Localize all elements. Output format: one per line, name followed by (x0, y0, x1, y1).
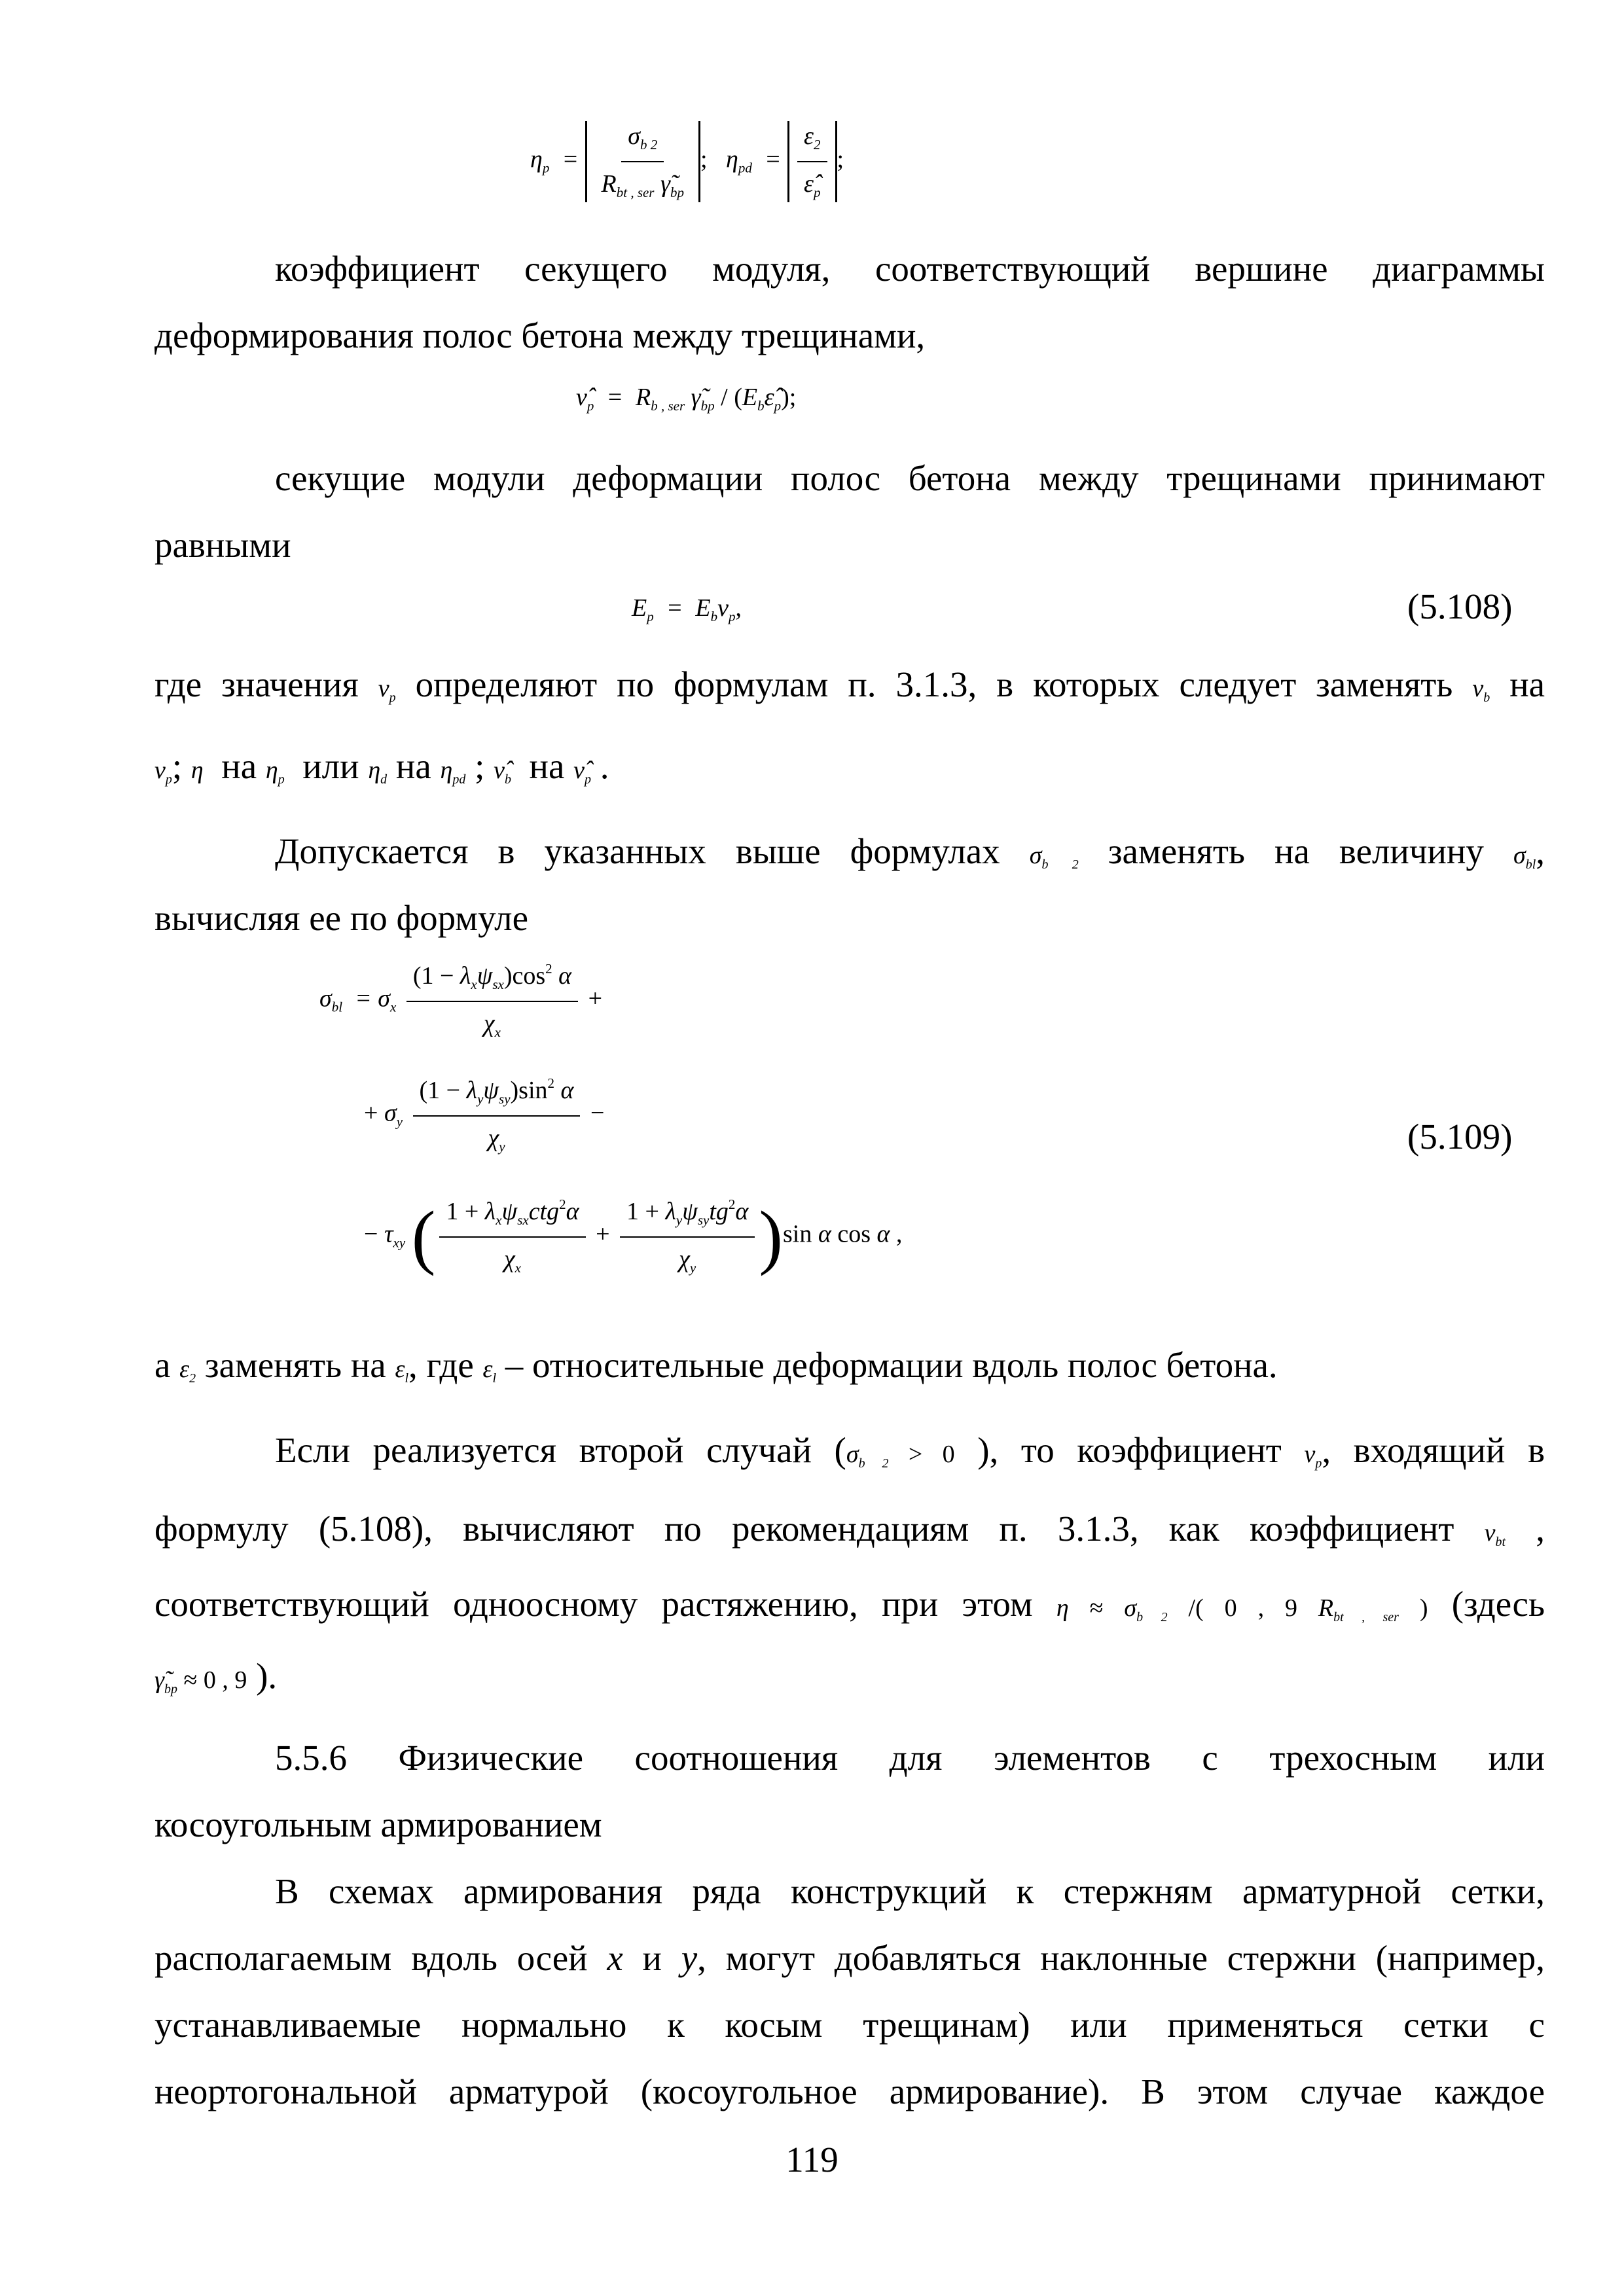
formula-5-109-line-3: − $\tau_{xy}$ ( $\frac{1 + \lambda_x\psi_{sx}ctg^2\alpha}{\chi_x}$ + $\frac{1 + \lambda_y\psi_{sy}tg^2\alpha}{\chi_y}$ )sin α cos α , (364, 1196, 903, 1276)
section-heading-5-5-6-cont: косоугольным армированием (154, 1804, 602, 1844)
paragraph-reinforcement-cont-3: неортогональной арматурой (косоугольное армирование). В этом случае каждое (154, 2072, 1545, 2111)
equation-number-5-109: (5.109) (1407, 1117, 1513, 1157)
paragraph-where-values-cont: $\nu_p$; η на $\eta_p$ или $\eta_d$ на $\eta_{pd}$ ; $\nû_b$ на $\nû_p$ . (154, 746, 609, 787)
paragraph-where-values: где значения $\nu_p$ определяют по формулам п. 3.1.3, в которых следует заменять $\nu_b$ на (154, 664, 1545, 705)
page-number: 119 (785, 2140, 839, 2179)
paragraph-reinforcement-cont-1: располагаемым вдоль осей x и y, могут добавляться наклонные стержни (например, (154, 1938, 1545, 1978)
paragraph-secant-moduli: секущие модули деформации полос бетона между трещинами принимают (275, 458, 1545, 498)
paragraph-second-case-cont-2: соответствующий одноосному растяжению, при этом $\eta \approx \sigma_{b 2}$ /( 0 , 9 $R_{bt , ser}$ ) (здесь (154, 1584, 1545, 1624)
formula-5-109-line-1: $\sigma_{bl} = \sigma_x$ $\frac{(1 - \lambda_x\psi_{sx})\cos^2 \alpha}{\chi_x}$ + (319, 961, 603, 1040)
section-heading-5-5-6: 5.5.6 Физические соотношения для элементов с трехосным или (275, 1738, 1545, 1778)
paragraph-reinforcement-cont-2: устанавливаемые нормально к косым трещинам) или применяться сетки с (154, 2005, 1545, 2045)
formula-eta-p: $\eta_p$ = $\frac{\sigma_{b 2}}{R_{bt , ser} \gammã_{bp}}$ ; $\eta_{pd}$ = $\frac{\varepsilon_2}{\varepsilon̂_p}$ ; (530, 121, 844, 202)
paragraph-second-case: Если реализуется второй случай ($\sigma_{b 2} > 0$ ), то коэффициент $\nu_p$, входящий в (275, 1430, 1545, 1471)
paragraph-second-case-cont-3: $\gammã_{bp} \approx 0$ , 9 ). (154, 1656, 278, 1696)
formula-5-108: $E_p = E_b\nu_p$, (632, 594, 742, 624)
formula-nu-hat-p: $\nû_p = R_{b , ser}$ $\gammã_{bp}$ / $(E_b\varepsilon̂_p)$; (576, 384, 797, 414)
paragraph-second-case-cont-1: формулу (5.108), вычисляют по рекомендациям п. 3.1.3, как коэффициент $\nu_{bt}$ , (154, 1509, 1545, 1549)
paragraph-epsilon-replace: а $\varepsilon_2$ заменять на $\varepsilon_l$, где $\varepsilon_l$ – относительные деформации вдоль полос бетона. (154, 1345, 1278, 1386)
paragraph-secant-modulus: коэффициент секущего модуля, соответствующий вершине диаграммы (275, 249, 1545, 289)
equation-number-5-108: (5.108) (1407, 586, 1513, 626)
formula-5-109-line-2: + $\sigma_y$ $\frac{(1 - \lambda_y\psi_{sy})\sin^2 \alpha}{\chi_y}$ − (364, 1075, 605, 1155)
paragraph-permitted: Допускается в указанных выше формулах $\sigma_{b 2}$ заменять на величину $\sigma_{bl}$, (275, 831, 1545, 872)
paragraph-permitted-cont: вычисляя ее по формуле (154, 898, 529, 938)
paragraph-secant-modulus-cont: деформирования полос бетона между трещинами, (154, 315, 926, 355)
paragraph-secant-moduli-cont: равными (154, 525, 291, 565)
paragraph-reinforcement: В схемах армирования ряда конструкций к стержням арматурной сетки, (275, 1871, 1545, 1911)
